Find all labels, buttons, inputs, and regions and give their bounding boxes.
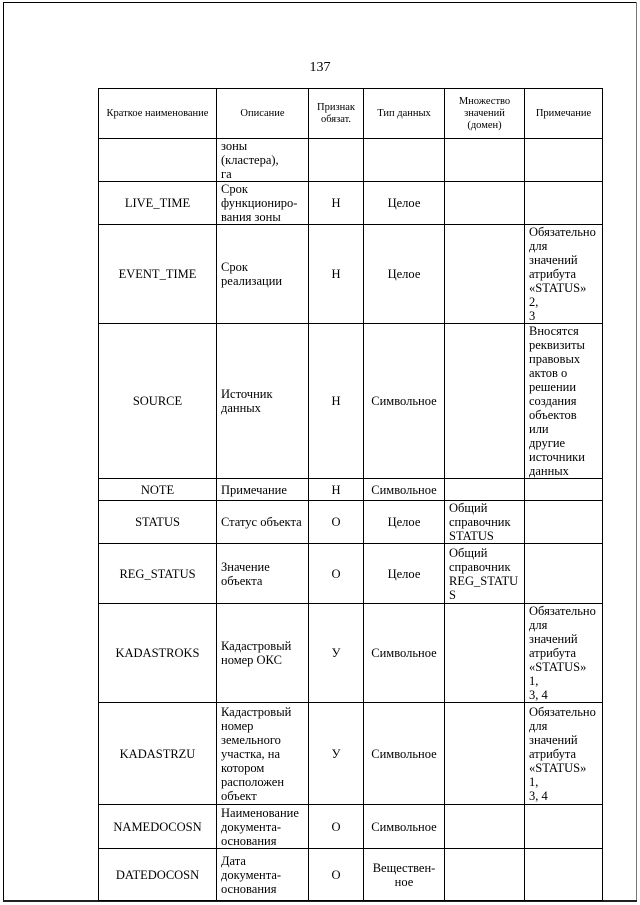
cell-domain	[445, 849, 525, 901]
table-row	[99, 703, 603, 805]
cell-name: NAMEDOCOSN	[99, 805, 217, 849]
cell-domain	[445, 225, 525, 324]
cell-description: Источник данных	[217, 324, 309, 479]
cell-description: Кадастровый номер земельного участка, на котором расположен объект	[217, 703, 309, 805]
cell-data-type: Символьное	[364, 324, 445, 479]
cell-domain	[445, 324, 525, 479]
cell-description: Срок реализации	[217, 225, 309, 324]
table-row	[99, 324, 603, 479]
cell-data-type	[364, 139, 445, 182]
cell-data-type: Целое	[364, 182, 445, 225]
header-short-name: Краткое наименование	[99, 89, 217, 139]
cell-required: Н	[309, 324, 364, 479]
cell-required: О	[309, 501, 364, 544]
cell-required: Н	[309, 479, 364, 501]
cell-name: STATUS	[99, 501, 217, 544]
header-required: Признак обязат.	[309, 89, 364, 139]
table-row	[99, 182, 603, 225]
cell-name: LIVE_TIME	[99, 182, 217, 225]
cell-data-type: Веществен- ное	[364, 849, 445, 901]
cell-domain	[445, 703, 525, 805]
cell-domain	[445, 604, 525, 703]
cell-note: Обязательно для значений атрибута «STATUS» 1, 3, 4	[525, 703, 603, 805]
cell-data-type: Символьное	[364, 479, 445, 501]
cell-description: Срок функциониро- вания зоны	[217, 182, 309, 225]
cell-description: Дата документа- основания	[217, 849, 309, 901]
cell-domain: Общий справочник STATUS	[445, 501, 525, 544]
cell-domain	[445, 182, 525, 225]
cell-domain	[445, 139, 525, 182]
attributes-table	[98, 88, 603, 901]
cell-note	[525, 479, 603, 501]
cell-required: Н	[309, 182, 364, 225]
cell-required: У	[309, 703, 364, 805]
cell-description: Статус объекта	[217, 501, 309, 544]
table-row	[99, 604, 603, 703]
cell-data-type: Символьное	[364, 805, 445, 849]
cell-name: KADASTROKS	[99, 604, 217, 703]
cell-name	[99, 139, 217, 182]
table-row	[99, 544, 603, 604]
table-row	[99, 849, 603, 901]
page-frame-left	[3, 2, 4, 900]
cell-required	[309, 139, 364, 182]
cell-data-type: Целое	[364, 501, 445, 544]
table-header-row	[99, 89, 603, 139]
cell-required: О	[309, 849, 364, 901]
table-row	[99, 479, 603, 501]
table-row	[99, 225, 603, 324]
cell-data-type: Целое	[364, 544, 445, 604]
cell-data-type: Символьное	[364, 604, 445, 703]
cell-domain: Общий справочник REG_STATU S	[445, 544, 525, 604]
cell-required: Н	[309, 225, 364, 324]
cell-note	[525, 544, 603, 604]
header-description: Описание	[217, 89, 309, 139]
cell-domain	[445, 805, 525, 849]
table-row	[99, 805, 603, 849]
header-domain: Множество значений (домен)	[445, 89, 525, 139]
cell-description: Значение объекта	[217, 544, 309, 604]
table-row	[99, 139, 603, 182]
cell-note	[525, 805, 603, 849]
cell-note: Обязательно для значений атрибута «STATUS» 1, 3, 4	[525, 604, 603, 703]
cell-required: У	[309, 604, 364, 703]
cell-note: Обязательно для значений атрибута «STATUS» 2, 3	[525, 225, 603, 324]
cell-note	[525, 182, 603, 225]
cell-name: KADASTRZU	[99, 703, 217, 805]
cell-name: NOTE	[99, 479, 217, 501]
page-frame-right	[636, 2, 637, 900]
page-number: 137	[309, 60, 331, 75]
cell-note	[525, 139, 603, 182]
cell-description: зоны (кластера), га	[217, 139, 309, 182]
cell-required: О	[309, 544, 364, 604]
cell-name: SOURCE	[99, 324, 217, 479]
cell-note: Вносятся реквизиты правовых актов о решении создания объектов или другие источники данных	[525, 324, 603, 479]
cell-data-type: Символьное	[364, 703, 445, 805]
cell-description: Наименование документа- основания	[217, 805, 309, 849]
table-row	[99, 501, 603, 544]
cell-data-type: Целое	[364, 225, 445, 324]
cell-name: EVENT_TIME	[99, 225, 217, 324]
cell-required: О	[309, 805, 364, 849]
cell-name: REG_STATUS	[99, 544, 217, 604]
cell-note	[525, 501, 603, 544]
cell-note	[525, 849, 603, 901]
header-data-type: Тип данных	[364, 89, 445, 139]
cell-description: Кадастровый номер ОКС	[217, 604, 309, 703]
cell-domain	[445, 479, 525, 501]
cell-description: Примечание	[217, 479, 309, 501]
header-note: Примечание	[525, 89, 603, 139]
page-frame-top	[3, 2, 637, 3]
cell-name: DATEDOCOSN	[99, 849, 217, 901]
